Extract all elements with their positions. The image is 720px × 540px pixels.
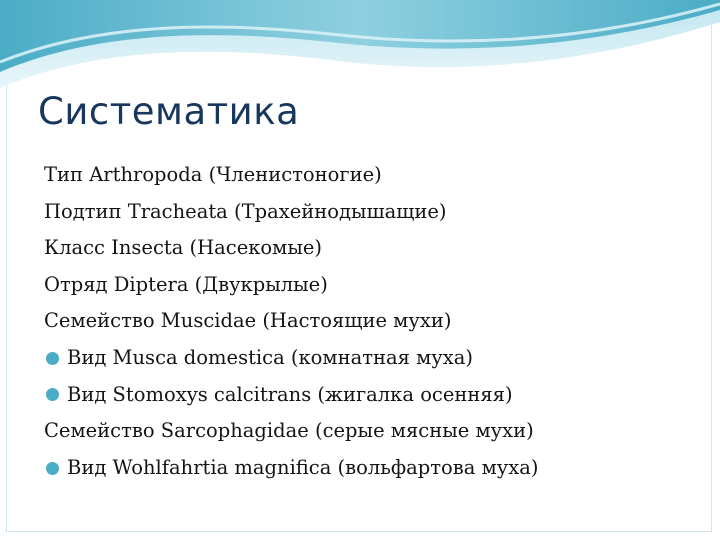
header-wave-decoration — [0, 0, 720, 90]
bullet-item — [44, 377, 538, 414]
line-text: Подтип Tracheata (Трахейнодышащие) — [44, 199, 447, 223]
text-line — [44, 267, 538, 304]
text-line — [44, 303, 538, 340]
bullet-item — [44, 340, 538, 377]
bullet-dot-icon — [46, 388, 59, 401]
line-text: Вид Musca domestica (комнатная муха) — [67, 345, 473, 369]
bullet-dot-icon — [46, 462, 59, 475]
line-text: Отряд Diptera (Двукрылые) — [44, 272, 328, 296]
text-line — [44, 230, 538, 267]
bullet-item — [44, 450, 538, 487]
line-text: Вид Stomoxys calcitrans (жигалка осенняя) — [67, 382, 513, 406]
line-text: Вид Wohlfahrtia magnifica (вольфартова муха) — [67, 455, 539, 479]
line-text: Семейство Sarcophagidae (серые мясные мухи) — [44, 419, 534, 443]
slide-title: Систематика — [38, 90, 300, 133]
text-line — [44, 413, 538, 450]
content-list — [44, 157, 538, 486]
line-text: Класс Insecta (Насекомые) — [44, 236, 322, 260]
line-text: Семейство Muscidae (Настоящие мухи) — [44, 309, 452, 333]
bullet-dot-icon — [46, 352, 59, 365]
line-text: Тип Arthropoda (Членистоногие) — [44, 163, 382, 186]
text-line — [44, 157, 538, 194]
text-line — [44, 194, 538, 231]
